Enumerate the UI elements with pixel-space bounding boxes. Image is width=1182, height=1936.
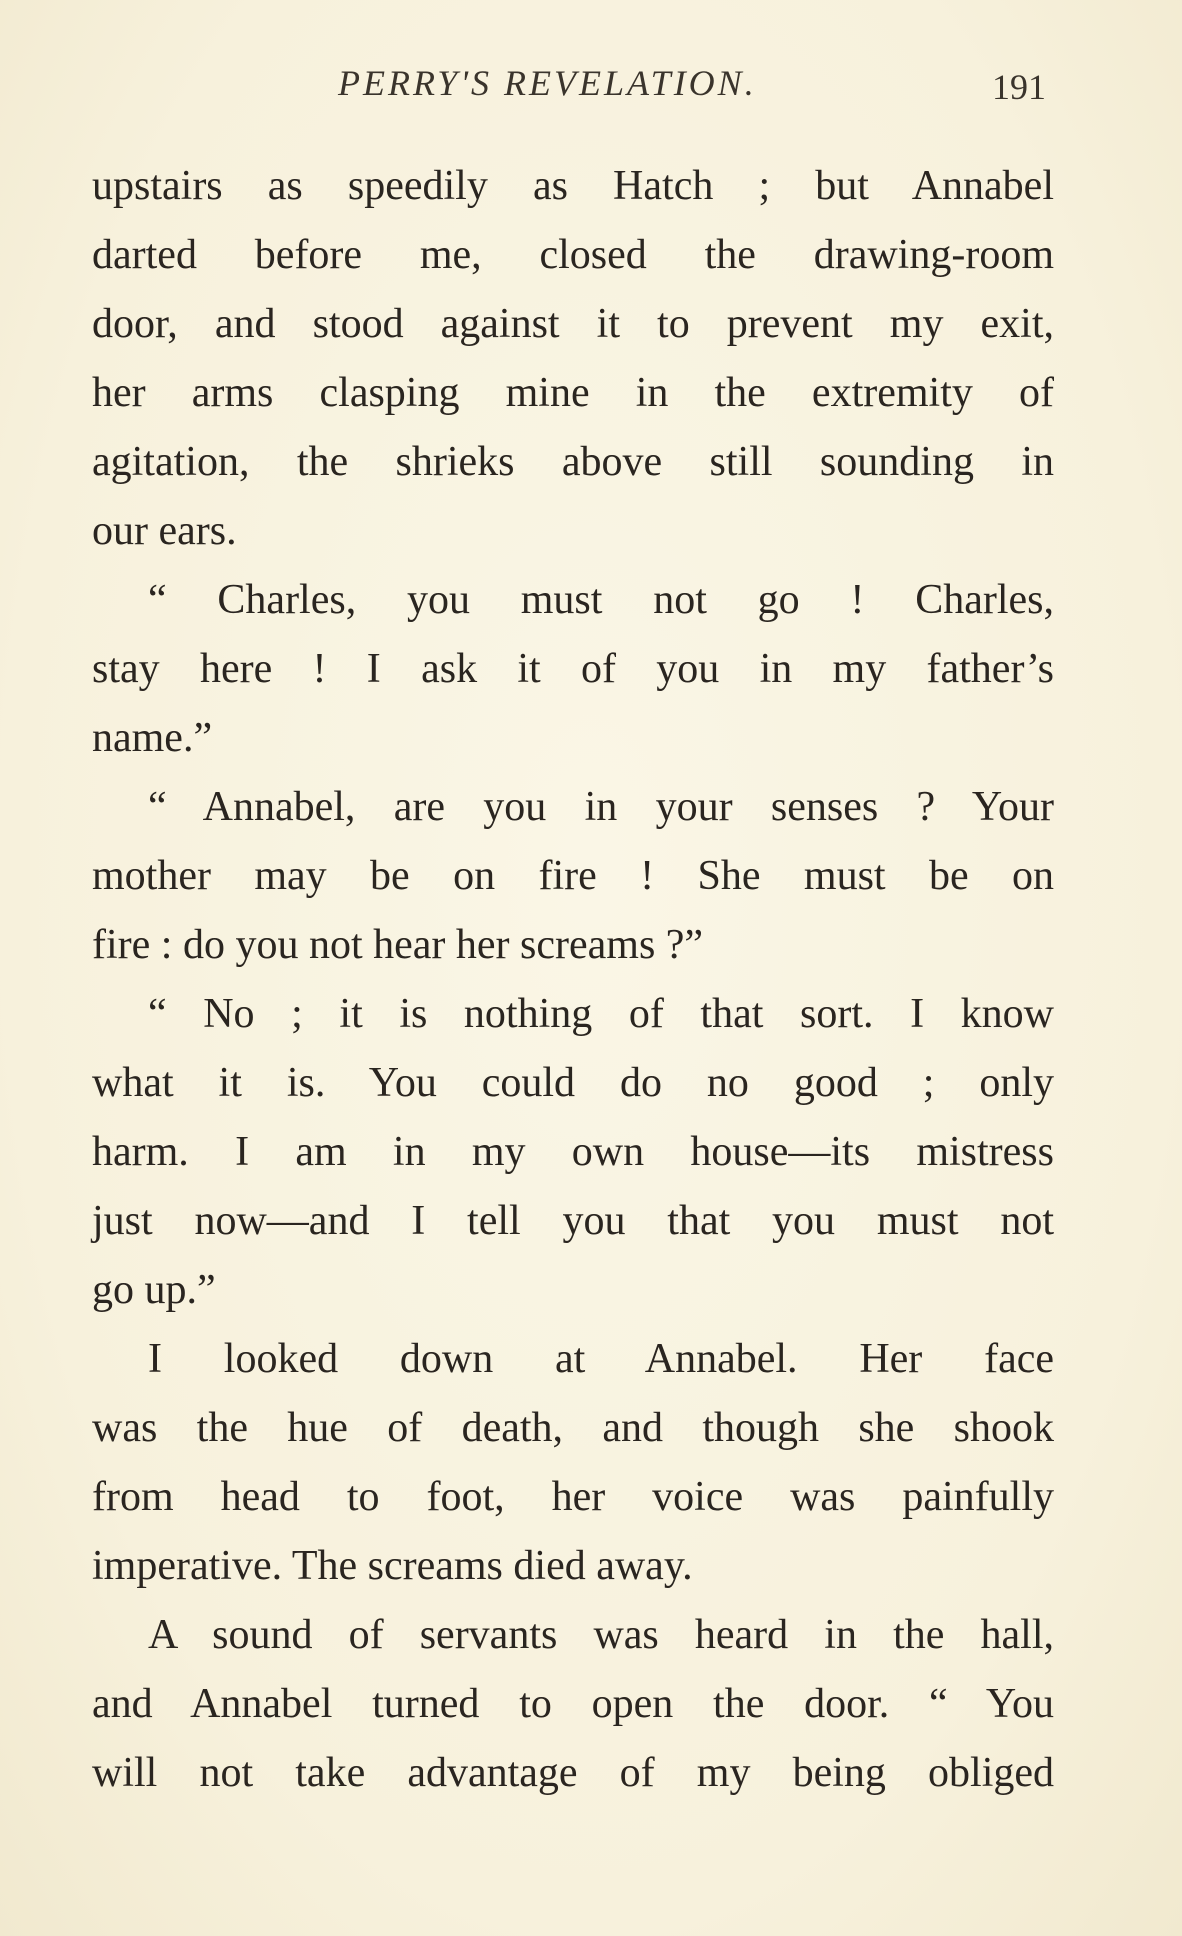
text-line: go up.” — [92, 1267, 216, 1313]
text-line: stay here ! I ask it of you in my father’s — [92, 646, 1054, 692]
text-line: what it is. You could do no good ; only — [92, 1060, 1054, 1106]
text-line: harm. I am in my own house—its mistress — [92, 1129, 1054, 1175]
text-line: darted before me, closed the drawing-room — [92, 232, 1054, 278]
text-line: door, and stood against it to prevent my exit, — [92, 301, 1054, 347]
text-line: mother may be on fire ! She must be on — [92, 853, 1054, 899]
text-line: “ No ; it is nothing of that sort. I know — [148, 991, 1054, 1037]
running-head — [0, 62, 1182, 112]
text-line: A sound of servants was heard in the hall, — [148, 1612, 1054, 1658]
text-line: and Annabel turned to open the door. “ You — [92, 1681, 1054, 1727]
text-line: I looked down at Annabel. Her face — [148, 1336, 1054, 1382]
text-line: “ Annabel, are you in your senses ? Your — [148, 784, 1054, 830]
text-line: agitation, the shrieks above still sounding in — [92, 439, 1054, 485]
text-line: her arms clasping mine in the extremity of — [92, 370, 1054, 416]
text-line: will not take advantage of my being obliged — [92, 1750, 1054, 1796]
text-line: our ears. — [92, 508, 237, 554]
text-line: name.” — [92, 715, 213, 761]
running-title: PERRY'S REVELATION. — [338, 63, 757, 103]
page-number: 191 — [992, 67, 1046, 107]
text-line: was the hue of death, and though she shook — [92, 1405, 1054, 1451]
text-line: “ Charles, you must not go ! Charles, — [148, 577, 1054, 623]
text-line: fire : do you not hear her screams ?” — [92, 922, 704, 968]
text-line: just now—and I tell you that you must not — [92, 1198, 1054, 1244]
text-line: imperative. The screams died away. — [92, 1543, 693, 1589]
text-line: upstairs as speedily as Hatch ; but Annabel — [92, 163, 1054, 209]
body-text — [92, 152, 1054, 1808]
text-line: from head to foot, her voice was painfully — [92, 1474, 1054, 1520]
